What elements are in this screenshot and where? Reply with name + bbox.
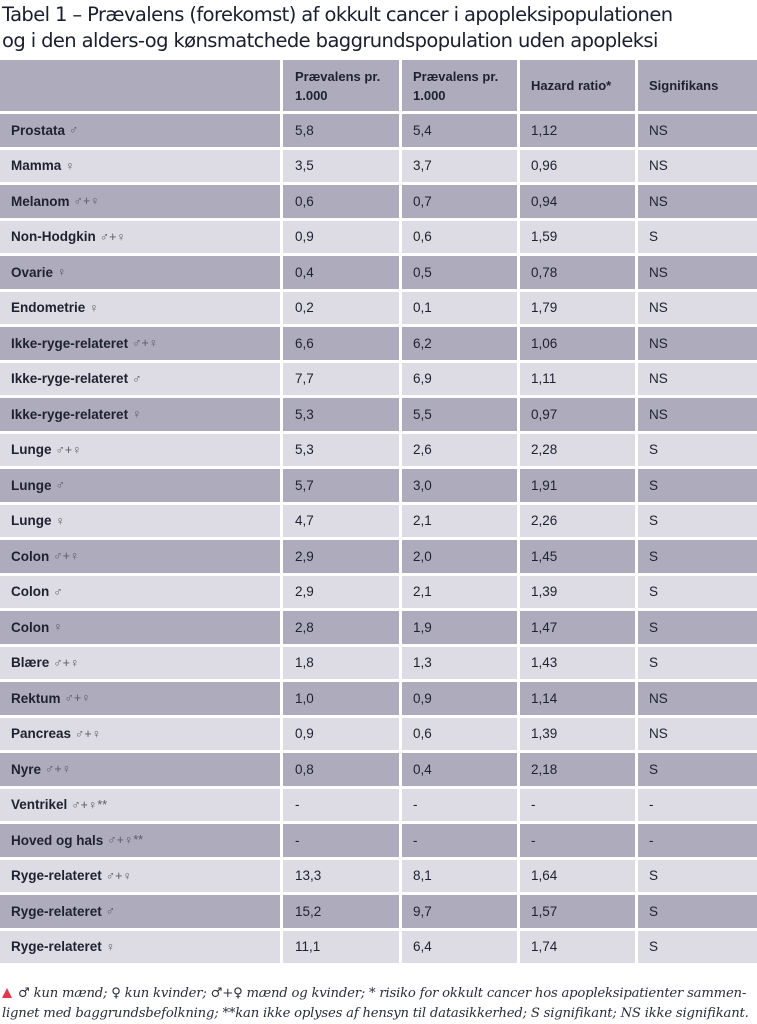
significance-cell: S [638,434,757,470]
significance-cell: S [638,895,757,931]
table-title-line-1: Tabel 1 – Prævalens (forekomst) af okkult cancer i apopleksipopulationen [2,3,673,26]
row-label: Blære [11,655,50,671]
row-label-cell [0,576,283,612]
table-row [0,327,757,363]
prevalence-stroke-cell: 11,1 [283,931,402,967]
table-row [0,540,757,576]
table-row [0,221,757,257]
significance-cell: NS [638,114,757,150]
hazard-ratio-cell: 1,39 [520,576,638,612]
hazard-ratio-cell: 1,14 [520,682,638,718]
sex-symbol: ♀ [57,265,67,280]
table-row [0,398,757,434]
row-label-cell [0,931,283,967]
sex-symbol: ♂+♀ [105,868,132,883]
sex-symbol: ♂+♀** [71,797,108,812]
row-label-cell [0,540,283,576]
table-row [0,363,757,399]
prevalence-background-cell: 0,7 [402,185,520,221]
row-label: Non-Hodgkin [11,229,96,245]
hazard-ratio-cell: 2,28 [520,434,638,470]
row-label-cell [0,185,283,221]
significance-cell: NS [638,292,757,328]
hazard-ratio-cell: 0,96 [520,150,638,186]
prevalence-background-cell: 5,4 [402,114,520,150]
table-row [0,718,757,754]
hazard-ratio-cell: 1,45 [520,540,638,576]
sex-symbol: ♂+♀ [75,726,102,741]
row-label: Melanom [11,193,70,209]
hazard-ratio-cell: 1,57 [520,895,638,931]
hazard-ratio-cell: 0,78 [520,256,638,292]
row-label-cell [0,256,283,292]
sex-symbol: ♂+♀ [64,691,91,706]
table-row [0,753,757,789]
row-label-cell [0,611,283,647]
significance-cell: NS [638,363,757,399]
table-row [0,682,757,718]
significance-cell: S [638,860,757,896]
hazard-ratio-cell: - [520,789,638,825]
table-row [0,647,757,683]
prevalence-background-cell: 3,7 [402,150,520,186]
row-label: Prostata [11,122,66,138]
sex-symbol: ♂+♀ [53,655,80,670]
prevalence-stroke-cell: 1,0 [283,682,402,718]
prevalence-background-cell: 8,1 [402,860,520,896]
hazard-ratio-cell: - [520,824,638,860]
row-label: Ikke-ryge-relateret [11,371,129,387]
hazard-ratio-cell: 1,79 [520,292,638,328]
hazard-ratio-cell: 1,59 [520,221,638,257]
prevalence-stroke-cell: 0,9 [283,221,402,257]
prevalence-background-cell: - [402,824,520,860]
prevalence-background-cell: 3,0 [402,469,520,505]
significance-cell: S [638,753,757,789]
prevalence-stroke-cell: - [283,789,402,825]
sex-symbol: ♂+♀ [53,549,80,564]
prevalence-background-cell: 9,7 [402,895,520,931]
significance-cell: - [638,824,757,860]
table-row [0,860,757,896]
sex-symbol: ♀ [53,620,63,635]
table-row [0,150,757,186]
significance-cell: S [638,221,757,257]
row-label: Ikke-ryge-relateret [11,335,129,351]
prevalence-stroke-cell: 6,6 [283,327,402,363]
row-label-cell [0,327,283,363]
significance-cell: - [638,789,757,825]
row-label: Nyre [11,761,42,777]
data-table [0,60,757,966]
sex-symbol: ♂+♀ [45,762,72,777]
row-label-cell [0,895,283,931]
header-cell-prevalence-background: Prævalens pr. 1.000 [402,60,520,114]
significance-cell: NS [638,327,757,363]
row-label: Colon [11,584,50,600]
prevalence-stroke-cell: 2,9 [283,576,402,612]
row-label-cell [0,398,283,434]
table-row [0,292,757,328]
table-body [0,114,757,966]
row-label: Mamma [11,158,62,174]
row-label: Colon [11,548,50,564]
hazard-ratio-cell: 1,64 [520,860,638,896]
triangle-marker-icon [2,988,12,998]
prevalence-stroke-cell: 0,2 [283,292,402,328]
table-row [0,256,757,292]
sex-symbol: ♀ [89,300,99,315]
prevalence-background-cell: 1,3 [402,647,520,683]
prevalence-background-cell: 0,5 [402,256,520,292]
row-label-cell [0,718,283,754]
row-label: Lunge [11,477,52,493]
sex-symbol: ♂+♀ [132,336,159,351]
row-label-cell [0,469,283,505]
hazard-ratio-cell: 0,97 [520,398,638,434]
prevalence-stroke-cell: 13,3 [283,860,402,896]
prevalence-background-cell: 2,1 [402,505,520,541]
row-label-cell [0,682,283,718]
row-label-cell [0,647,283,683]
row-label-cell [0,753,283,789]
significance-cell: NS [638,398,757,434]
sex-symbol: ♂ [69,123,79,138]
table-row [0,185,757,221]
prevalence-background-cell: 0,6 [402,221,520,257]
table-row [0,576,757,612]
row-label: Ryge-relateret [11,903,102,919]
sex-symbol: ♂+♀ [99,229,126,244]
significance-cell: S [638,931,757,967]
sex-symbol: ♀ [55,513,65,528]
significance-cell: NS [638,718,757,754]
header-cell-significance: Signifikans [638,60,757,114]
prevalence-background-cell: 2,6 [402,434,520,470]
row-label: Ryge-relateret [11,939,102,955]
sex-symbol: ♀ [65,158,75,173]
prevalence-stroke-cell: 5,3 [283,398,402,434]
row-label-cell [0,292,283,328]
header-cell-category [0,60,283,114]
significance-cell: S [638,505,757,541]
table-row [0,789,757,825]
table-row [0,824,757,860]
prevalence-background-cell: 0,1 [402,292,520,328]
row-label: Colon [11,619,50,635]
sex-symbol: ♂ [105,904,116,919]
row-label-cell [0,860,283,896]
hazard-ratio-cell: 1,11 [520,363,638,399]
table-title-line-2: og i den alders-og kønsmatchede baggrundspopulation uden apopleksi [2,29,658,52]
prevalence-background-cell: - [402,789,520,825]
sex-symbol: ♂ [132,371,142,386]
prevalence-stroke-cell: 5,3 [283,434,402,470]
hazard-ratio-cell: 1,74 [520,931,638,967]
sex-symbol: ♂+♀ [73,194,100,209]
significance-cell: S [638,611,757,647]
sex-symbol: ♂+♀ [55,442,82,457]
table-row [0,611,757,647]
row-label: Ryge-relateret [11,868,102,884]
significance-cell: NS [638,150,757,186]
prevalence-stroke-cell: 7,7 [283,363,402,399]
significance-cell: NS [638,256,757,292]
prevalence-background-cell: 0,6 [402,718,520,754]
prevalence-background-cell: 2,0 [402,540,520,576]
row-label-cell [0,150,283,186]
row-label-cell [0,114,283,150]
sex-symbol: ♂ [53,584,63,599]
prevalence-background-cell: 5,5 [402,398,520,434]
row-label: Ventrikel [11,797,68,813]
prevalence-background-cell: 6,9 [402,363,520,399]
footnote-line-2: lignet med baggrundsbefolkning; **kan ikke oplyses af hensyn til datasikkerhed; S signifikant; NS ikke signifikant. [2,1006,749,1021]
row-label: Pancreas [11,726,72,742]
table-row [0,434,757,470]
significance-cell: NS [638,682,757,718]
row-label-cell [0,221,283,257]
prevalence-background-cell: 0,9 [402,682,520,718]
footnote-line-1 [2,984,754,1004]
table-row [0,931,757,967]
prevalence-stroke-cell: 0,6 [283,185,402,221]
prevalence-stroke-cell: 2,9 [283,540,402,576]
hazard-ratio-cell: 0,94 [520,185,638,221]
prevalence-background-cell: 2,1 [402,576,520,612]
row-label-cell [0,434,283,470]
sex-symbol: ♂+♀** [107,833,144,848]
prevalence-stroke-cell: 2,8 [283,611,402,647]
hazard-ratio-cell: 2,18 [520,753,638,789]
prevalence-stroke-cell: 5,8 [283,114,402,150]
row-label: Lunge [11,513,52,529]
prevalence-stroke-cell: 0,9 [283,718,402,754]
row-label-cell [0,363,283,399]
table-title [2,2,756,54]
footnote [2,984,754,1024]
hazard-ratio-cell: 1,06 [520,327,638,363]
table-row [0,895,757,931]
hazard-ratio-cell: 1,43 [520,647,638,683]
row-label-cell [0,505,283,541]
prevalence-stroke-cell: 0,4 [283,256,402,292]
row-label-cell [0,824,283,860]
hazard-ratio-cell: 1,12 [520,114,638,150]
table-row [0,505,757,541]
significance-cell: NS [638,185,757,221]
row-label: Lunge [11,442,52,458]
prevalence-stroke-cell: - [283,824,402,860]
footnote-text-1: ♂ kun mænd; ♀ kun kvinder; ♂+♀ mænd og kvinder; * risiko for okkult cancer hos apopleksipatienter sammen- [18,986,747,1001]
hazard-ratio-cell: 2,26 [520,505,638,541]
prevalence-stroke-cell: 4,7 [283,505,402,541]
row-label: Hoved og hals [11,832,104,848]
significance-cell: S [638,576,757,612]
prevalence-stroke-cell: 1,8 [283,647,402,683]
significance-cell: S [638,647,757,683]
prevalence-background-cell: 0,4 [402,753,520,789]
table-row [0,114,757,150]
prevalence-background-cell: 6,2 [402,327,520,363]
sex-symbol: ♀ [105,939,116,954]
sex-symbol: ♂ [55,478,65,493]
prevalence-background-cell: 6,4 [402,931,520,967]
table-header-row [0,60,757,114]
prevalence-stroke-cell: 3,5 [283,150,402,186]
prevalence-background-cell: 1,9 [402,611,520,647]
prevalence-stroke-cell: 0,8 [283,753,402,789]
header-cell-prevalence-stroke: Prævalens pr. 1.000 [283,60,402,114]
hazard-ratio-cell: 1,39 [520,718,638,754]
significance-cell: S [638,540,757,576]
significance-cell: S [638,469,757,505]
row-label-cell [0,789,283,825]
hazard-ratio-cell: 1,47 [520,611,638,647]
table-row [0,469,757,505]
prevalence-stroke-cell: 5,7 [283,469,402,505]
row-label: Ovarie [11,264,54,280]
sex-symbol: ♀ [132,407,142,422]
row-label: Ikke-ryge-relateret [11,406,129,422]
row-label: Endometrie [11,300,86,316]
hazard-ratio-cell: 1,91 [520,469,638,505]
row-label: Rektum [11,690,61,706]
header-cell-hazard-ratio: Hazard ratio* [520,60,638,114]
prevalence-stroke-cell: 15,2 [283,895,402,931]
